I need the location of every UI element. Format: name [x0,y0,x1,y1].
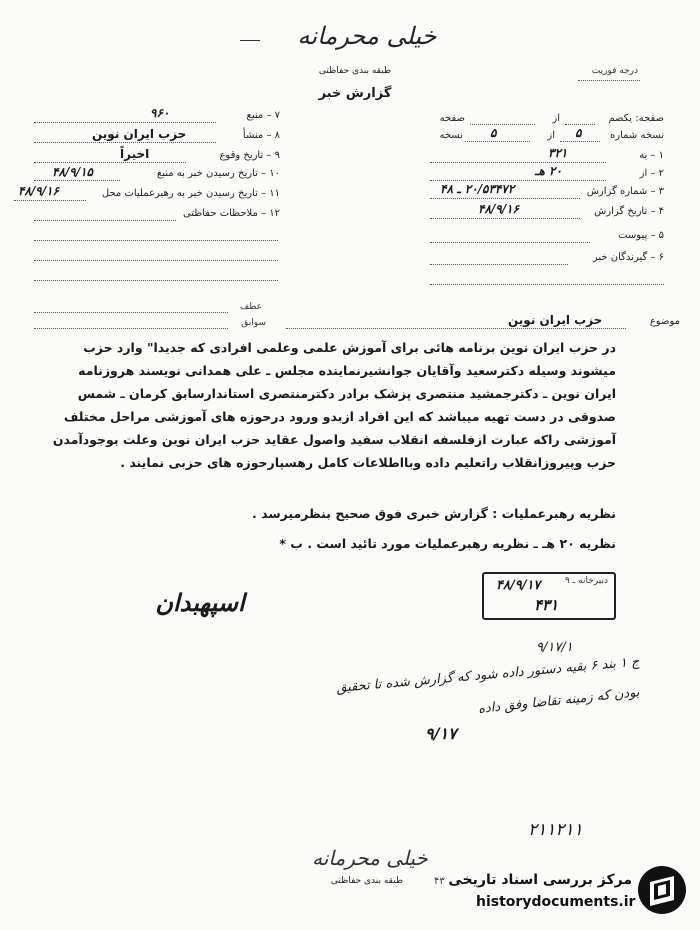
note-line-1: ج ۱ بند ۶ بقیه دستور داده شود که گزارش شده تا تحقیق [335,654,641,696]
note-date: ۹/۱۷ [425,724,457,743]
item-4-label: ۴ – تاریخ گزارش [594,206,664,217]
subject-value: حزب ایران نوین [508,313,603,327]
item-6-dots [430,264,568,265]
copy-number-dots [560,141,600,142]
received-stamp [482,572,616,620]
item-3-label: ۳ – شماره گزارش [586,186,664,197]
received-stamp-number: ۴۳۱ [534,596,559,614]
page-label: صفحه: یکصم [608,113,664,124]
item-4-value: ۴۸/۹/۱۶ [478,202,519,216]
history-dots [34,328,228,329]
item-12-dots [34,220,176,221]
item-6-label: ۶ – گیرندگان خبر [592,252,664,263]
body-line: در حزب ایران نوین برنامه هائی برای آموزش علمی وعلمی افرادی که جدیدا" وارد حزب [83,340,616,355]
received-stamp-office: دبیرخانه ـ ۹ [564,576,608,586]
reference-label: عطف [239,302,262,312]
unit-20h-comment: نظریه ۲۰ هـ ـ نظریه رهبرعملیات مورد تائید است . ب * [279,536,616,551]
page-from-dots [470,124,535,125]
body-line: آموزشی راکه عبارت ازفلسفه انقلاب سفید واصول عقاید حزب ایران نوین وعلت بوجودآمدن [52,432,616,447]
reference-dots [34,312,228,313]
notes-dots-3 [34,280,278,281]
notes-dots-2 [34,260,278,261]
copy-number-label: نسخه شماره [610,130,664,141]
copy-from-label: از [547,130,555,141]
item-7-dots [34,122,216,123]
item-5-dots [430,242,590,243]
item-11-value: ۴۸/۹/۱۶ [18,184,59,198]
item-1-dots [430,162,606,163]
body-line: حزب وپیروزانقلاب راتعلیم داده وبااطلاعات کامل رهسپارحوزه های حزبی نمایند . [120,455,616,470]
item-8-label: ۸ – منشأ [242,130,280,141]
item-9-dots [34,162,186,163]
watermark-title: مرکز بررسی اسناد تاریخی [448,872,632,888]
item-1-label: ۱ – به [639,150,664,161]
item-2-value: ۲۰ هـ [535,164,562,178]
item-9-label: ۹ – تاریخ وقوع [219,150,280,161]
item-2-label: ۲ – از [639,168,664,179]
item-8-value: حزب ایران نوین [92,127,187,141]
item-3-value: ۲۰/۵۳۴۷۲ ـ ۴۸ [440,182,515,196]
item-10-label: ۱۰ – تاریخ رسیدن خبر به منبع [156,168,280,179]
item-10-value: ۴۸/۹/۱۵ [52,165,93,179]
item-11-dots [14,200,86,201]
operations-leader-comment: نظریه رهبرعملیات : گزارش خبری فوق صحیح بنظرمیرسد . [252,506,616,521]
copy-count-value: ۵ [490,126,497,140]
signature: اسپهبدان [155,588,245,617]
page-from-label: از [552,113,560,124]
notes-dots-1 [34,240,278,241]
subject-dots [286,328,626,329]
subject-label: موضوع [649,316,680,327]
item-8-dots [34,142,216,143]
copy-word: نسخه [439,130,463,141]
item-1-value: ۳۲۱ [548,146,568,160]
stamp-dash-left [240,40,260,41]
report-title: گزارش خبر [318,86,392,101]
item-9-value: اخیراً [120,147,150,161]
item-2-dots [430,180,606,181]
body-line: صدوقی در دست تهیه میباشد که این افراد ازبدو ورود درحوزه های آموزشی مراحل مختلف [63,409,616,424]
item-11-label: ۱۱ – تاریخ رسیدن خبر به رهبرعملیات محل [101,188,280,199]
history-label: سوابق [241,318,266,328]
item-7-value: ۹۶۰ [150,106,170,120]
item-4-dots [430,218,580,219]
body-line: میشوند وسیله دکترسعید وآقایان جوانشیرنماینده مجلس ـ علی همدانی نویسند هروزنامه [78,363,616,378]
copy-count-dots [465,141,530,142]
item-6-dots-2 [430,284,664,285]
priority-label: درجه فوریت [591,66,638,76]
bottom-classification-stamp: خیلی محرمانه [312,846,428,870]
item-7-label: ۷ – منبع [246,110,280,121]
received-stamp-date: ۴۸/۹/۱۷ [496,578,541,593]
page-dots [565,124,595,125]
copy-number-value: ۵ [575,126,582,140]
note-line-2: بودن که زمینه تقاضا وفق داده [477,685,641,717]
item-12-label: ۱۲ – ملاحظات حفاظتی [182,208,280,219]
priority-dots [578,80,640,81]
report-body [52,336,616,474]
top-classification-stamp: خیلی محرمانه [297,22,437,50]
note-reference: ۹/۱۷/۱ [536,640,573,655]
item-3-dots [430,198,580,199]
item-10-dots [34,180,120,181]
page-word: صفحه [439,113,465,124]
page-number: ۴۳ [434,876,445,887]
classification-caption: طبقه بندی حفاظتی [318,66,392,76]
watermark-logo-icon [636,864,688,916]
bottom-classification-caption: طبقه بندی حفاظتی [330,876,404,886]
body-line: ایران نوین ـ دکترجمشید منتصری پزشک برادر دکترمنتصری استاندارسابق کرمان ـ شمس [77,386,616,401]
item-5-label: ۵ – پیوست [618,230,664,241]
watermark-url[interactable]: historydocuments.ir [476,894,636,910]
archive-number: ۲۱۱۲۱۱ [528,820,583,840]
